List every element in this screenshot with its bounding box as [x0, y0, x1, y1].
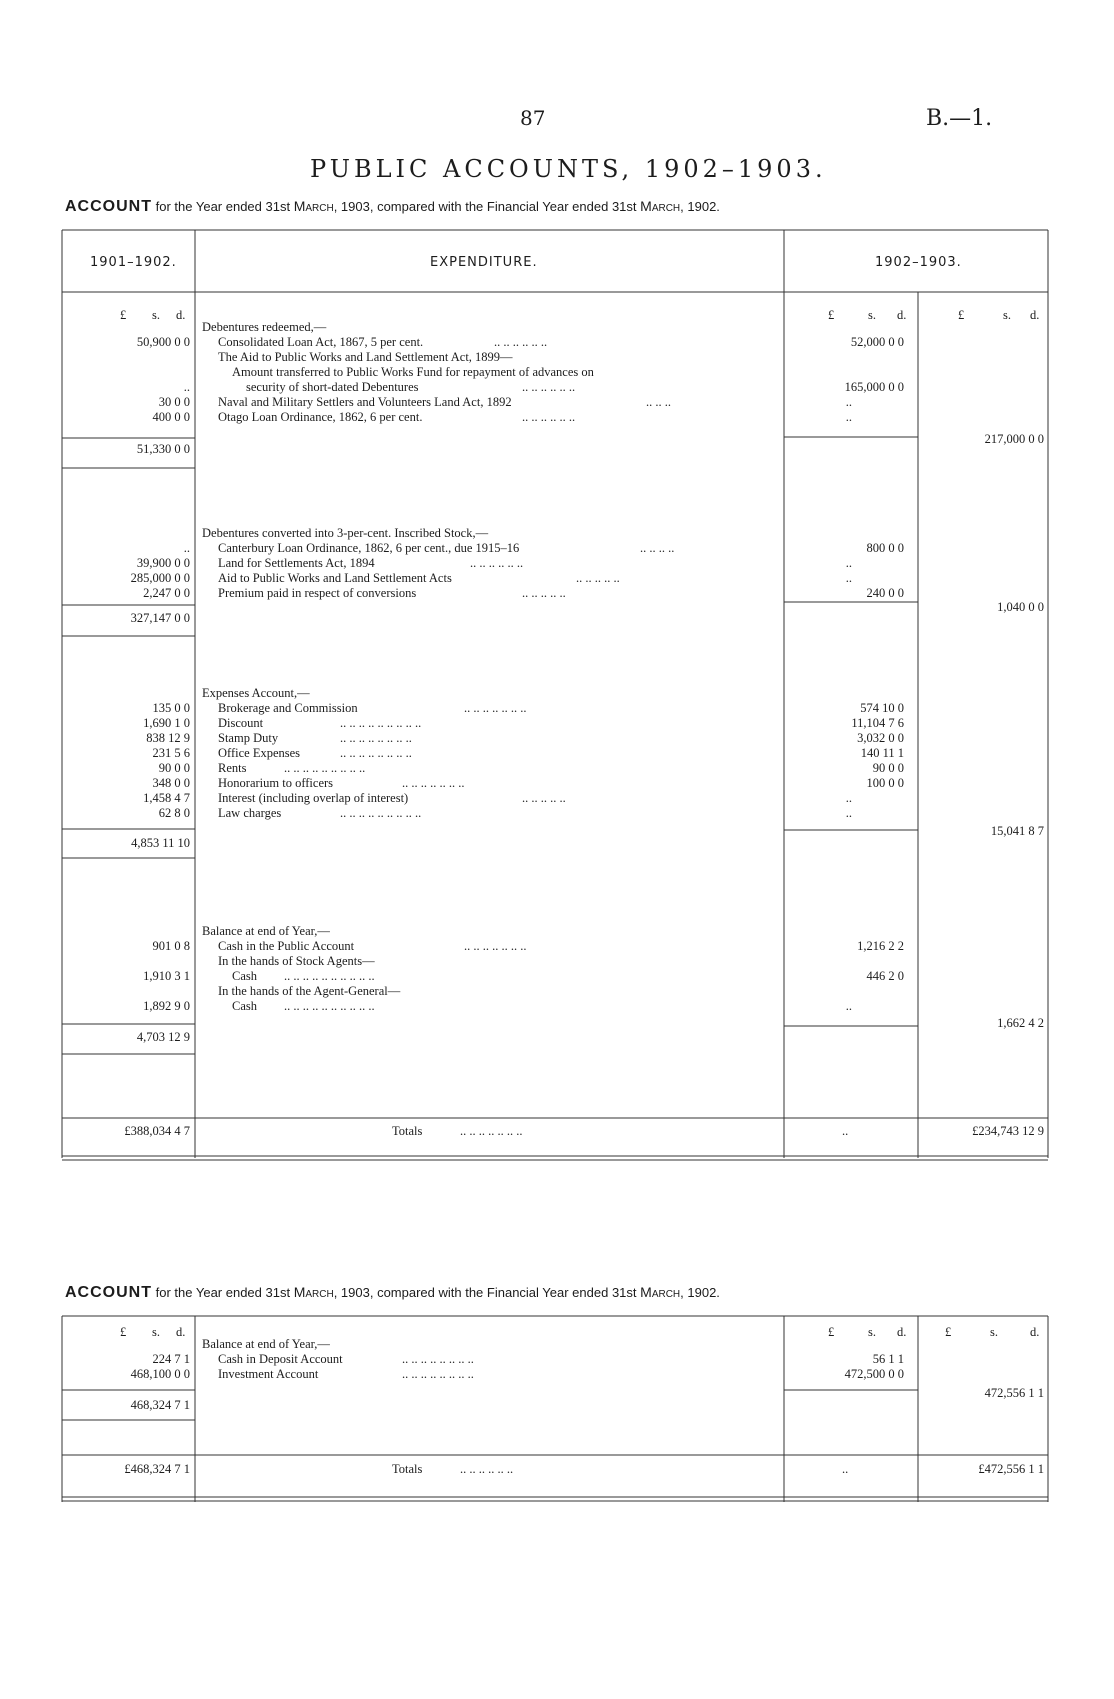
account-text-end: , 1902.	[680, 1285, 720, 1300]
totals-label: Totals	[392, 1124, 423, 1138]
curr-value: 100 0 0	[866, 776, 904, 790]
grand-total-curr: £472,556 1 1	[978, 1462, 1044, 1476]
unit-pence: d.	[897, 308, 907, 322]
unit-pence: d.	[176, 308, 186, 322]
section-total: 15,041 8 7	[990, 824, 1044, 838]
section-total: 1,040 0 0	[997, 600, 1044, 614]
curr-value: 140 11 1	[860, 746, 904, 760]
prev-value: 1,892 9 0	[143, 999, 190, 1013]
prev-value: ..	[183, 380, 190, 394]
row-label: Cash in the Public Account	[218, 939, 355, 953]
curr-value: 446 2 0	[866, 969, 904, 983]
row-label: Canterbury Loan Ordinance, 1862, 6 per cent., due 1915–16	[218, 541, 520, 555]
prev-value: 50,900 0 0	[136, 335, 190, 349]
totals-mid: ..	[842, 1124, 849, 1138]
unit-shillings: s.	[1003, 308, 1011, 322]
curr-value: 56 1 1	[872, 1352, 904, 1366]
prev-value: 400 0 0	[152, 410, 190, 424]
row-label: Honorarium to officers	[218, 776, 334, 790]
leader-dots: .. .. ..	[646, 395, 671, 409]
grand-total-curr: £234,743 12 9	[972, 1124, 1044, 1138]
prev-value: 1,458 4 7	[143, 791, 190, 805]
curr-value: ..	[845, 556, 852, 570]
curr-value: 11,104 7 6	[851, 716, 904, 730]
account-prefix: ACCOUNT	[65, 198, 152, 215]
leader-dots: .. .. .. .. .. .. .. .. ..	[340, 716, 422, 730]
curr-value: 165,000 0 0	[844, 380, 904, 394]
row-label: Naval and Military Settlers and Volunteers Land Act, 1892	[218, 395, 512, 409]
leader-dots: .. .. .. .. .. .. ..	[464, 701, 527, 715]
curr-value: ..	[845, 410, 852, 424]
curr-value: ..	[845, 395, 852, 409]
prev-value: 348 0 0	[152, 776, 190, 790]
account-text-mid: , 1903, compared with the Financial Year ended 31st	[333, 199, 637, 214]
account-heading-2	[65, 1284, 720, 1302]
prev-value: 30 0 0	[158, 395, 190, 409]
section-title-expenses: Expenses Account,—	[202, 686, 310, 700]
document-reference: B.—1.	[926, 106, 993, 131]
prev-value: 39,900 0 0	[136, 556, 190, 570]
curr-value: 3,032 0 0	[857, 731, 904, 745]
prev-value: 1,910 3 1	[143, 969, 190, 983]
row-label: The Aid to Public Works and Land Settlement Act, 1899—	[218, 350, 513, 364]
section-title-redeemed: Debentures redeemed,—	[202, 320, 327, 334]
prev-value: ..	[183, 541, 190, 555]
page-title: PUBLIC ACCOUNTS, 1902–1903.	[310, 155, 827, 183]
row-label: In the hands of the Agent-General—	[218, 984, 401, 998]
account-text-mid: , 1903, compared with the Financial Year ended 31st	[333, 1285, 637, 1300]
row-label: Investment Account	[218, 1367, 319, 1381]
row-label: Cash	[232, 969, 257, 983]
page-number: 87	[520, 106, 546, 130]
prev-value: 901 0 8	[152, 939, 190, 953]
prev-value: 468,100 0 0	[130, 1367, 190, 1381]
leader-dots: .. .. .. .. .. .. .. .. ..	[284, 761, 366, 775]
leader-dots: .. .. .. .. .. .. .. .. ..	[340, 806, 422, 820]
row-label: Land for Settlements Act, 1894	[218, 556, 375, 570]
unit-pence: d.	[176, 1325, 186, 1339]
column-header-1902: 1902–1903.	[875, 255, 962, 270]
row-label: Office Expenses	[218, 746, 301, 760]
prev-subtotal: 327,147 0 0	[130, 611, 190, 625]
row-label: Consolidated Loan Act, 1867, 5 per cent.	[218, 335, 424, 349]
prev-value: 838 12 9	[146, 731, 190, 745]
grand-total-prev: £468,324 7 1	[124, 1462, 190, 1476]
prev-value: 285,000 0 0	[130, 571, 190, 585]
leader-dots: .. .. .. .. .. ..	[494, 335, 548, 349]
account-text: for the Year ended 31st	[155, 1285, 291, 1300]
row-label: Rents	[218, 761, 247, 775]
leader-dots: .. .. .. ..	[640, 541, 675, 555]
prev-value: 224 7 1	[152, 1352, 190, 1366]
leader-dots: .. .. .. .. .. .. .. ..	[340, 731, 412, 745]
unit-shillings: s.	[868, 1325, 876, 1339]
unit-pounds: £	[120, 1325, 127, 1339]
prev-value: 62 8 0	[158, 806, 190, 820]
account-month-2: March	[640, 198, 681, 214]
leader-dots: .. .. .. .. ..	[576, 571, 620, 585]
row-label: In the hands of Stock Agents—	[218, 954, 375, 968]
leader-dots: .. .. .. .. .. .. .. ..	[402, 1367, 474, 1381]
column-header-expenditure: EXPENDITURE.	[430, 255, 538, 270]
leader-dots: .. .. .. .. ..	[522, 586, 566, 600]
leader-dots: .. .. .. .. .. .. ..	[402, 776, 465, 790]
curr-value: 90 0 0	[872, 761, 904, 775]
curr-value: 52,000 0 0	[850, 335, 904, 349]
curr-value: ..	[845, 806, 852, 820]
account-text-end: , 1902.	[680, 199, 720, 214]
unit-shillings: s.	[152, 308, 160, 322]
row-label: Cash	[232, 999, 257, 1013]
unit-pounds: £	[120, 308, 127, 322]
leader-dots: .. .. .. .. .. .. ..	[464, 939, 527, 953]
row-label: Stamp Duty	[218, 731, 279, 745]
grand-total-prev: £388,034 4 7	[124, 1124, 190, 1138]
prev-value: 1,690 1 0	[143, 716, 190, 730]
leader-dots: .. .. .. .. ..	[522, 791, 566, 805]
section-title-balance: Balance at end of Year,—	[202, 924, 330, 938]
prev-subtotal: 4,853 11 10	[131, 836, 190, 850]
unit-pounds: £	[828, 308, 835, 322]
prev-subtotal: 4,703 12 9	[136, 1030, 190, 1044]
account-month: March	[293, 198, 334, 214]
row-label: Premium paid in respect of conversions	[218, 586, 417, 600]
unit-shillings: s.	[868, 308, 876, 322]
row-label: Interest (including overlap of interest)	[218, 791, 409, 805]
unit-shillings: s.	[152, 1325, 160, 1339]
prev-value: 231 5 6	[152, 746, 190, 760]
section-title-balance: Balance at end of Year,—	[202, 1337, 330, 1351]
prev-subtotal: 468,324 7 1	[130, 1398, 190, 1412]
account-month: March	[293, 1284, 334, 1300]
unit-pence: d.	[1030, 308, 1040, 322]
leader-dots: .. .. .. .. .. .. .. ..	[402, 1352, 474, 1366]
prev-value: 135 0 0	[152, 701, 190, 715]
prev-value: 90 0 0	[158, 761, 190, 775]
curr-value: 574 10 0	[860, 701, 904, 715]
prev-subtotal: 51,330 0 0	[136, 442, 190, 456]
row-label: Amount transferred to Public Works Fund for repayment of advances on	[232, 365, 594, 379]
row-label: Otago Loan Ordinance, 1862, 6 per cent.	[218, 410, 423, 424]
leader-dots: .. .. .. .. .. .. .. ..	[340, 746, 412, 760]
unit-pounds: £	[945, 1325, 952, 1339]
unit-pounds: £	[828, 1325, 835, 1339]
unit-pence: d.	[1030, 1325, 1040, 1339]
totals-label: Totals	[392, 1462, 423, 1476]
row-label: Cash in Deposit Account	[218, 1352, 343, 1366]
column-header-1901: 1901–1902.	[90, 255, 177, 270]
section-title-converted: Debentures converted into 3-per-cent. Inscribed Stock,—	[202, 526, 489, 540]
curr-value: ..	[845, 999, 852, 1013]
row-label: Aid to Public Works and Land Settlement Acts	[218, 571, 452, 585]
account-month-2: March	[640, 1284, 681, 1300]
curr-value: ..	[845, 571, 852, 585]
section-total: 472,556 1 1	[984, 1386, 1044, 1400]
prev-value: 2,247 0 0	[143, 586, 190, 600]
row-label: security of short-dated Debentures	[246, 380, 419, 394]
curr-value: 800 0 0	[866, 541, 904, 555]
unit-pounds: £	[958, 308, 965, 322]
leader-dots: .. .. .. .. .. ..	[470, 556, 524, 570]
unit-pence: d.	[897, 1325, 907, 1339]
leader-dots: .. .. .. .. .. ..	[522, 410, 576, 424]
curr-value: 1,216 2 2	[857, 939, 904, 953]
curr-value: ..	[845, 791, 852, 805]
unit-shillings: s.	[990, 1325, 998, 1339]
curr-value: 472,500 0 0	[844, 1367, 904, 1381]
row-label: Discount	[218, 716, 264, 730]
section-total: 217,000 0 0	[984, 432, 1044, 446]
section-total: 1,662 4 2	[997, 1016, 1044, 1030]
curr-value: 240 0 0	[866, 586, 904, 600]
leader-dots: .. .. .. .. .. .. .. .. .. ..	[284, 969, 375, 983]
account-prefix: ACCOUNT	[65, 1284, 152, 1301]
account-text: for the Year ended 31st	[155, 199, 291, 214]
leader-dots: .. .. .. .. .. ..	[522, 380, 576, 394]
leader-dots: .. .. .. .. .. ..	[460, 1462, 514, 1476]
row-label: Brokerage and Commission	[218, 701, 358, 715]
totals-mid: ..	[842, 1462, 849, 1476]
row-label: Law charges	[218, 806, 282, 820]
leader-dots: .. .. .. .. .. .. .. .. .. ..	[284, 999, 375, 1013]
leader-dots: .. .. .. .. .. .. ..	[460, 1124, 523, 1138]
